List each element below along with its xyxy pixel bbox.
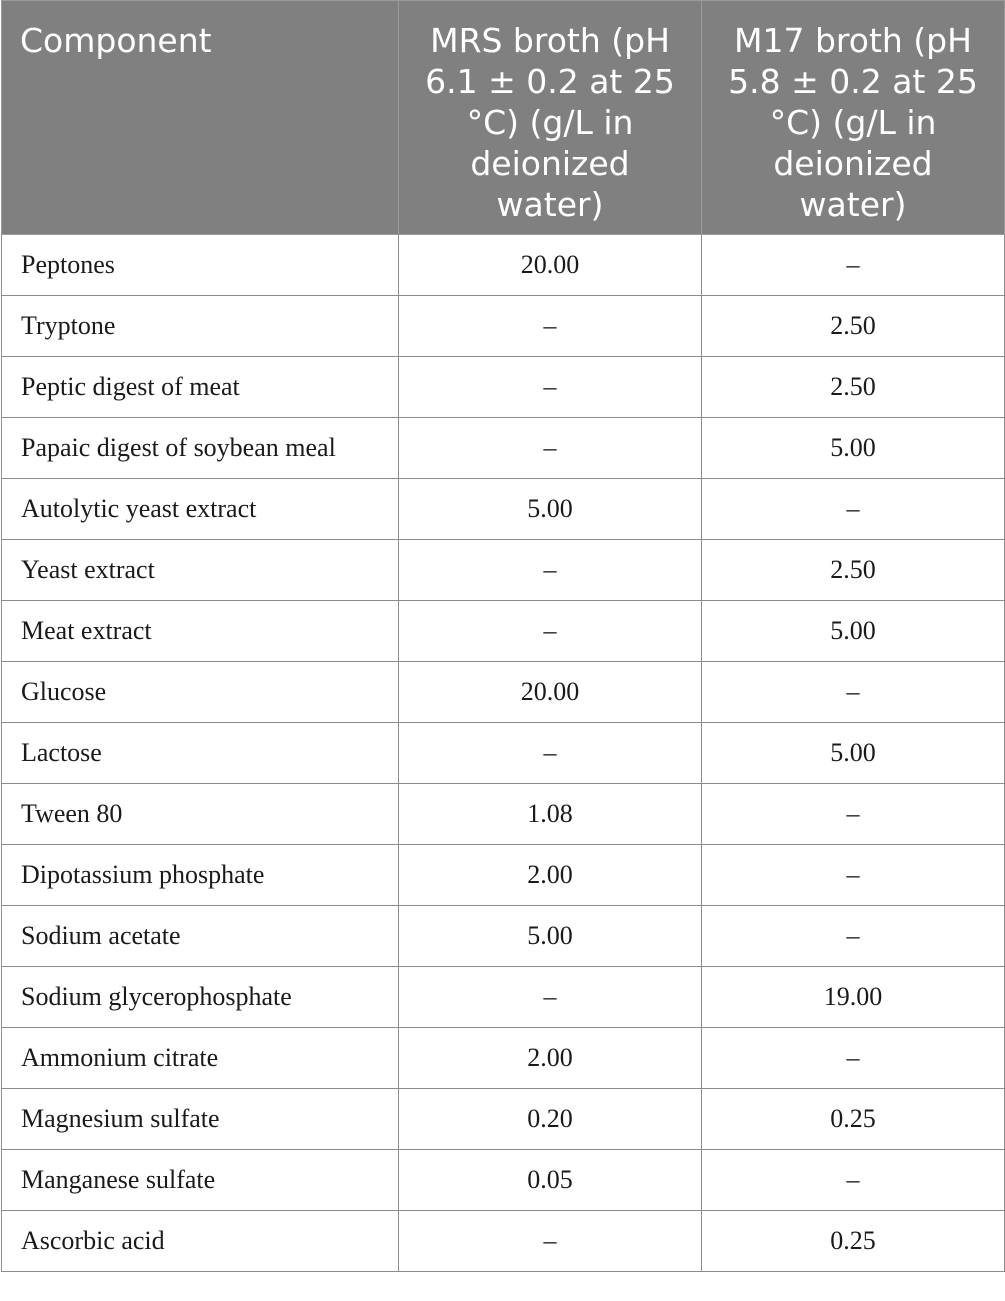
component-cell: Tryptone bbox=[2, 296, 399, 357]
table-row bbox=[2, 235, 1005, 296]
header-line: Component bbox=[20, 21, 212, 60]
m17-value-cell: – bbox=[702, 479, 1005, 540]
mrs-value-cell: – bbox=[399, 418, 702, 479]
component-cell: Dipotassium phosphate bbox=[2, 845, 399, 906]
table-header bbox=[2, 1, 1005, 235]
header-line: °C) (g/L in bbox=[466, 103, 634, 142]
table-row bbox=[2, 967, 1005, 1028]
mrs-value-cell: 2.00 bbox=[399, 1028, 702, 1089]
table-row bbox=[2, 601, 1005, 662]
table-body bbox=[2, 235, 1005, 1272]
header-line: water) bbox=[496, 185, 604, 224]
m17-value-cell: 5.00 bbox=[702, 601, 1005, 662]
mrs-value-cell: – bbox=[399, 296, 702, 357]
component-cell: Sodium acetate bbox=[2, 906, 399, 967]
component-cell: Ascorbic acid bbox=[2, 1211, 399, 1272]
mrs-value-cell: – bbox=[399, 967, 702, 1028]
table-row bbox=[2, 540, 1005, 601]
m17-value-cell: – bbox=[702, 906, 1005, 967]
table-row bbox=[2, 723, 1005, 784]
table-row bbox=[2, 418, 1005, 479]
header-line: deionized bbox=[773, 144, 933, 183]
header-component bbox=[2, 1, 399, 235]
header-row bbox=[2, 1, 1005, 235]
component-cell: Lactose bbox=[2, 723, 399, 784]
m17-value-cell: 0.25 bbox=[702, 1089, 1005, 1150]
m17-value-cell: – bbox=[702, 1028, 1005, 1089]
m17-value-cell: 2.50 bbox=[702, 357, 1005, 418]
m17-value-cell: 2.50 bbox=[702, 540, 1005, 601]
header-line: MRS broth (pH bbox=[430, 21, 670, 60]
mrs-value-cell: 5.00 bbox=[399, 906, 702, 967]
component-cell: Meat extract bbox=[2, 601, 399, 662]
header-line: water) bbox=[799, 185, 907, 224]
table-row bbox=[2, 662, 1005, 723]
mrs-value-cell: 5.00 bbox=[399, 479, 702, 540]
m17-value-cell: – bbox=[702, 845, 1005, 906]
mrs-value-cell: 1.08 bbox=[399, 784, 702, 845]
m17-value-cell: – bbox=[702, 235, 1005, 296]
component-cell: Tween 80 bbox=[2, 784, 399, 845]
table-row bbox=[2, 1211, 1005, 1272]
mrs-value-cell: 0.05 bbox=[399, 1150, 702, 1211]
table-row bbox=[2, 1150, 1005, 1211]
mrs-value-cell: – bbox=[399, 601, 702, 662]
table-row bbox=[2, 906, 1005, 967]
mrs-value-cell: – bbox=[399, 540, 702, 601]
table-row bbox=[2, 1028, 1005, 1089]
mrs-value-cell: 20.00 bbox=[399, 235, 702, 296]
header-line: 5.8 ± 0.2 at 25 bbox=[728, 62, 978, 101]
component-cell: Glucose bbox=[2, 662, 399, 723]
mrs-value-cell: 0.20 bbox=[399, 1089, 702, 1150]
component-cell: Sodium glycerophosphate bbox=[2, 967, 399, 1028]
m17-value-cell: – bbox=[702, 784, 1005, 845]
component-cell: Manganese sulfate bbox=[2, 1150, 399, 1211]
table-row bbox=[2, 357, 1005, 418]
component-cell: Peptic digest of meat bbox=[2, 357, 399, 418]
mrs-value-cell: 2.00 bbox=[399, 845, 702, 906]
m17-value-cell: 5.00 bbox=[702, 418, 1005, 479]
mrs-value-cell: – bbox=[399, 357, 702, 418]
mrs-value-cell: – bbox=[399, 723, 702, 784]
component-cell: Papaic digest of soybean meal bbox=[2, 418, 399, 479]
header-mrs-broth bbox=[399, 1, 702, 235]
component-cell: Yeast extract bbox=[2, 540, 399, 601]
m17-value-cell: 5.00 bbox=[702, 723, 1005, 784]
mrs-value-cell: 20.00 bbox=[399, 662, 702, 723]
table-row bbox=[2, 296, 1005, 357]
header-line: 6.1 ± 0.2 at 25 bbox=[425, 62, 675, 101]
header-m17-broth bbox=[702, 1, 1005, 235]
m17-value-cell: – bbox=[702, 1150, 1005, 1211]
media-composition-table bbox=[1, 0, 1005, 1272]
header-line: °C) (g/L in bbox=[769, 103, 937, 142]
table-row bbox=[2, 1089, 1005, 1150]
component-cell: Autolytic yeast extract bbox=[2, 479, 399, 540]
m17-value-cell: 2.50 bbox=[702, 296, 1005, 357]
table-row bbox=[2, 479, 1005, 540]
m17-value-cell: 0.25 bbox=[702, 1211, 1005, 1272]
header-line: deionized bbox=[470, 144, 630, 183]
component-cell: Ammonium citrate bbox=[2, 1028, 399, 1089]
mrs-value-cell: – bbox=[399, 1211, 702, 1272]
header-line: M17 broth (pH bbox=[734, 21, 972, 60]
m17-value-cell: 19.00 bbox=[702, 967, 1005, 1028]
component-cell: Magnesium sulfate bbox=[2, 1089, 399, 1150]
table-row bbox=[2, 784, 1005, 845]
table-row bbox=[2, 845, 1005, 906]
m17-value-cell: – bbox=[702, 662, 1005, 723]
component-cell: Peptones bbox=[2, 235, 399, 296]
